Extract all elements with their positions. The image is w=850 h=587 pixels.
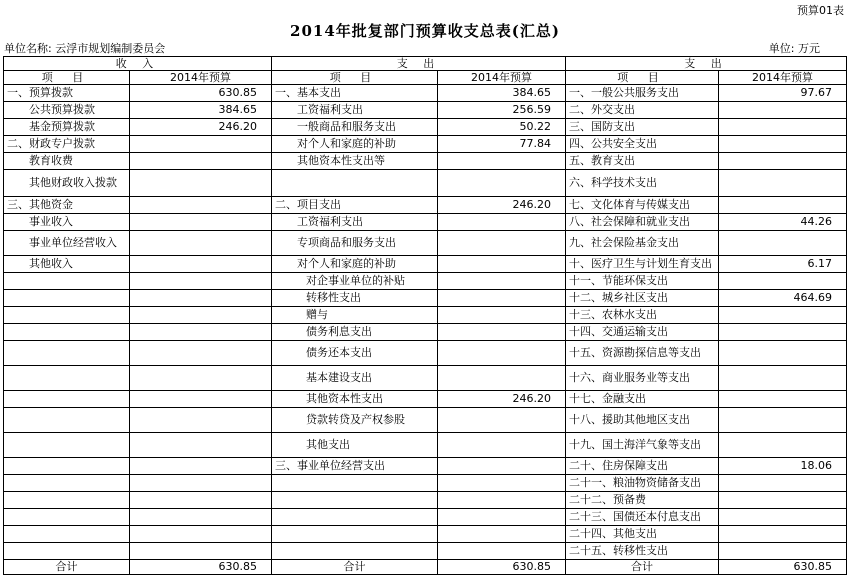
function-expense-item: 十三、农林水支出 xyxy=(566,307,719,324)
function-expense-amount xyxy=(719,526,847,543)
expense-item xyxy=(272,526,438,543)
income-amount xyxy=(130,170,272,197)
income-amount: 384.65 xyxy=(130,102,272,119)
currency-unit: 单位: 万元 xyxy=(768,42,820,55)
income-amount xyxy=(130,324,272,341)
income-item xyxy=(4,366,130,391)
function-expense-item: 一、一般公共服务支出 xyxy=(566,85,719,102)
expense-item: 工资福利支出 xyxy=(272,102,438,119)
expense-item: 债务利息支出 xyxy=(272,324,438,341)
income-item xyxy=(4,273,130,290)
income-item xyxy=(4,543,130,560)
income-amount xyxy=(130,543,272,560)
function-expense-item: 四、公共安全支出 xyxy=(566,136,719,153)
income-item: 教育收费 xyxy=(4,153,130,170)
table-row xyxy=(4,85,847,102)
income-amount xyxy=(130,153,272,170)
function-expense-item: 二十、住房保障支出 xyxy=(566,458,719,475)
function-expense-item: 九、社会保险基金支出 xyxy=(566,231,719,256)
function-expense-amount xyxy=(719,509,847,526)
expense-item: 赠与 xyxy=(272,307,438,324)
expense-item: 对企事业单位的补贴 xyxy=(272,273,438,290)
section-header-row xyxy=(4,57,847,71)
expense-amount xyxy=(438,231,566,256)
function-expense-amount: 18.06 xyxy=(719,458,847,475)
total-expense: 630.85 xyxy=(438,560,566,575)
function-expense-amount xyxy=(719,408,847,433)
income-item xyxy=(4,492,130,509)
expense-amount xyxy=(438,366,566,391)
income-item xyxy=(4,324,130,341)
function-expense-item: 二十二、预备费 xyxy=(566,492,719,509)
income-amount xyxy=(130,273,272,290)
function-expense-item: 七、文化体育与传媒支出 xyxy=(566,197,719,214)
total-function-expense: 630.85 xyxy=(719,560,847,575)
expense-amount xyxy=(438,214,566,231)
income-amount xyxy=(130,509,272,526)
table-row xyxy=(4,214,847,231)
expense-item xyxy=(272,492,438,509)
table-row xyxy=(4,119,847,136)
function-expense-amount xyxy=(719,475,847,492)
function-expense-amount: 464.69 xyxy=(719,290,847,307)
function-expense-item: 六、科学技术支出 xyxy=(566,170,719,197)
col-header-item: 项 目 xyxy=(272,71,438,85)
table-row xyxy=(4,290,847,307)
income-item: 事业单位经营收入 xyxy=(4,231,130,256)
function-expense-amount xyxy=(719,231,847,256)
function-expense-amount xyxy=(719,433,847,458)
table-row xyxy=(4,543,847,560)
expense-item: 其他支出 xyxy=(272,433,438,458)
function-expense-amount xyxy=(719,543,847,560)
income-item xyxy=(4,433,130,458)
expense-item: 对个人和家庭的补助 xyxy=(272,256,438,273)
income-item xyxy=(4,391,130,408)
budget-summary-table xyxy=(3,56,847,575)
income-amount xyxy=(130,197,272,214)
function-expense-amount xyxy=(719,197,847,214)
table-row xyxy=(4,391,847,408)
expense-amount xyxy=(438,475,566,492)
expense-amount: 384.65 xyxy=(438,85,566,102)
table-row xyxy=(4,170,847,197)
function-expense-amount xyxy=(719,273,847,290)
income-amount xyxy=(130,391,272,408)
income-amount xyxy=(130,136,272,153)
function-expense-item: 二十三、国债还本付息支出 xyxy=(566,509,719,526)
expense-item: 一、基本支出 xyxy=(272,85,438,102)
function-expense-amount xyxy=(719,391,847,408)
unit-name: 单位名称: 云浮市规划编制委员会 xyxy=(4,42,166,55)
col-header-item: 项 目 xyxy=(4,71,130,85)
income-item: 三、其他资金 xyxy=(4,197,130,214)
expense-amount: 50.22 xyxy=(438,119,566,136)
table-row xyxy=(4,153,847,170)
expense-amount: 246.20 xyxy=(438,197,566,214)
income-item xyxy=(4,341,130,366)
function-expense-item: 二十一、粮油物资储备支出 xyxy=(566,475,719,492)
table-row xyxy=(4,273,847,290)
function-expense-amount: 44.26 xyxy=(719,214,847,231)
table-row xyxy=(4,366,847,391)
table-row xyxy=(4,475,847,492)
function-expense-item: 十四、交通运输支出 xyxy=(566,324,719,341)
function-expense-item: 二十五、转移性支出 xyxy=(566,543,719,560)
table-row xyxy=(4,341,847,366)
income-amount xyxy=(130,214,272,231)
expense-amount xyxy=(438,273,566,290)
income-amount xyxy=(130,290,272,307)
expense-amount xyxy=(438,509,566,526)
expense-item xyxy=(272,509,438,526)
function-expense-amount xyxy=(719,136,847,153)
function-expense-amount xyxy=(719,366,847,391)
expense-amount xyxy=(438,526,566,543)
total-label: 合计 xyxy=(566,560,719,575)
function-expense-amount: 97.67 xyxy=(719,85,847,102)
expense-section-header: 支 出 xyxy=(272,57,566,71)
expense-item xyxy=(272,170,438,197)
income-amount xyxy=(130,458,272,475)
table-row xyxy=(4,526,847,543)
income-section-header: 收 入 xyxy=(4,57,272,71)
function-expense-item: 十二、城乡社区支出 xyxy=(566,290,719,307)
function-expense-item: 十、医疗卫生与计划生育支出 xyxy=(566,256,719,273)
col-header-budget: 2014年预算 xyxy=(719,71,847,85)
total-income: 630.85 xyxy=(130,560,272,575)
table-row xyxy=(4,458,847,475)
function-expense-amount xyxy=(719,170,847,197)
function-expense-item: 十六、商业服务业等支出 xyxy=(566,366,719,391)
expense-amount xyxy=(438,543,566,560)
income-amount xyxy=(130,526,272,543)
total-label: 合计 xyxy=(272,560,438,575)
income-item: 其他财政收入拨款 xyxy=(4,170,130,197)
function-expense-amount xyxy=(719,324,847,341)
function-expense-item: 十一、节能环保支出 xyxy=(566,273,719,290)
expense-item: 贷款转贷及产权参股 xyxy=(272,408,438,433)
income-item: 二、财政专户拨款 xyxy=(4,136,130,153)
function-expense-amount xyxy=(719,153,847,170)
expense-item: 基本建设支出 xyxy=(272,366,438,391)
expense-item: 工资福利支出 xyxy=(272,214,438,231)
expense-item: 专项商品和服务支出 xyxy=(272,231,438,256)
table-row xyxy=(4,256,847,273)
income-item xyxy=(4,458,130,475)
expense-amount: 246.20 xyxy=(438,391,566,408)
income-item: 事业收入 xyxy=(4,214,130,231)
function-expense-amount xyxy=(719,492,847,509)
expense-item: 转移性支出 xyxy=(272,290,438,307)
income-item xyxy=(4,307,130,324)
table-row xyxy=(4,433,847,458)
income-amount xyxy=(130,256,272,273)
income-item xyxy=(4,290,130,307)
expense-item: 其他资本性支出等 xyxy=(272,153,438,170)
income-amount xyxy=(130,307,272,324)
table-row xyxy=(4,136,847,153)
expense-item: 其他资本性支出 xyxy=(272,391,438,408)
table-row xyxy=(4,102,847,119)
income-amount xyxy=(130,341,272,366)
expense-amount: 77.84 xyxy=(438,136,566,153)
form-code: 预算01表 xyxy=(797,4,844,17)
table-row xyxy=(4,408,847,433)
expense-amount xyxy=(438,492,566,509)
col-header-budget: 2014年预算 xyxy=(438,71,566,85)
function-expense-item: 八、社会保障和就业支出 xyxy=(566,214,719,231)
function-expense-item: 五、教育支出 xyxy=(566,153,719,170)
income-item: 公共预算拨款 xyxy=(4,102,130,119)
expense-amount xyxy=(438,458,566,475)
function-expense-amount xyxy=(719,102,847,119)
function-expense-item: 十九、国土海洋气象等支出 xyxy=(566,433,719,458)
function-expense-item: 二、外交支出 xyxy=(566,102,719,119)
expense-amount xyxy=(438,307,566,324)
expense-amount xyxy=(438,290,566,307)
function-expense-item: 十五、资源勘探信息等支出 xyxy=(566,341,719,366)
income-amount xyxy=(130,475,272,492)
table-row xyxy=(4,324,847,341)
income-item: 基金预算拨款 xyxy=(4,119,130,136)
function-expense-item: 十七、金融支出 xyxy=(566,391,719,408)
income-amount xyxy=(130,231,272,256)
function-expense-amount xyxy=(719,341,847,366)
income-amount xyxy=(130,492,272,509)
function-expense-amount xyxy=(719,307,847,324)
expense-item xyxy=(272,475,438,492)
function-expense-amount: 6.17 xyxy=(719,256,847,273)
expense-amount xyxy=(438,256,566,273)
function-expense-section-header: 支 出 xyxy=(566,57,847,71)
unit-line xyxy=(4,40,820,56)
expense-item: 对个人和家庭的补助 xyxy=(272,136,438,153)
expense-amount xyxy=(438,433,566,458)
expense-item: 三、事业单位经营支出 xyxy=(272,458,438,475)
col-header-item: 项 目 xyxy=(566,71,719,85)
income-item xyxy=(4,509,130,526)
income-amount xyxy=(130,433,272,458)
income-item xyxy=(4,526,130,543)
total-row xyxy=(4,560,847,575)
expense-amount xyxy=(438,153,566,170)
function-expense-item: 三、国防支出 xyxy=(566,119,719,136)
function-expense-item: 十八、援助其他地区支出 xyxy=(566,408,719,433)
expense-item: 债务还本支出 xyxy=(272,341,438,366)
col-header-budget: 2014年预算 xyxy=(130,71,272,85)
income-item xyxy=(4,475,130,492)
document-title: 2014年批复部门预算收支总表(汇总) xyxy=(290,22,560,40)
income-amount: 630.85 xyxy=(130,85,272,102)
income-amount xyxy=(130,408,272,433)
function-expense-item: 二十四、其他支出 xyxy=(566,526,719,543)
table-row xyxy=(4,231,847,256)
expense-amount xyxy=(438,324,566,341)
expense-amount xyxy=(438,341,566,366)
income-item: 一、预算拨款 xyxy=(4,85,130,102)
table-row xyxy=(4,307,847,324)
expense-item: 一般商品和服务支出 xyxy=(272,119,438,136)
income-amount xyxy=(130,366,272,391)
table-row xyxy=(4,509,847,526)
income-item: 其他收入 xyxy=(4,256,130,273)
column-header-row xyxy=(4,71,847,85)
table-body xyxy=(4,57,847,575)
income-item xyxy=(4,408,130,433)
expense-amount xyxy=(438,408,566,433)
function-expense-amount xyxy=(719,119,847,136)
total-label: 合计 xyxy=(4,560,130,575)
expense-item xyxy=(272,543,438,560)
expense-amount xyxy=(438,170,566,197)
expense-amount: 256.59 xyxy=(438,102,566,119)
expense-item: 二、项目支出 xyxy=(272,197,438,214)
table-row xyxy=(4,492,847,509)
income-amount: 246.20 xyxy=(130,119,272,136)
table-row xyxy=(4,197,847,214)
